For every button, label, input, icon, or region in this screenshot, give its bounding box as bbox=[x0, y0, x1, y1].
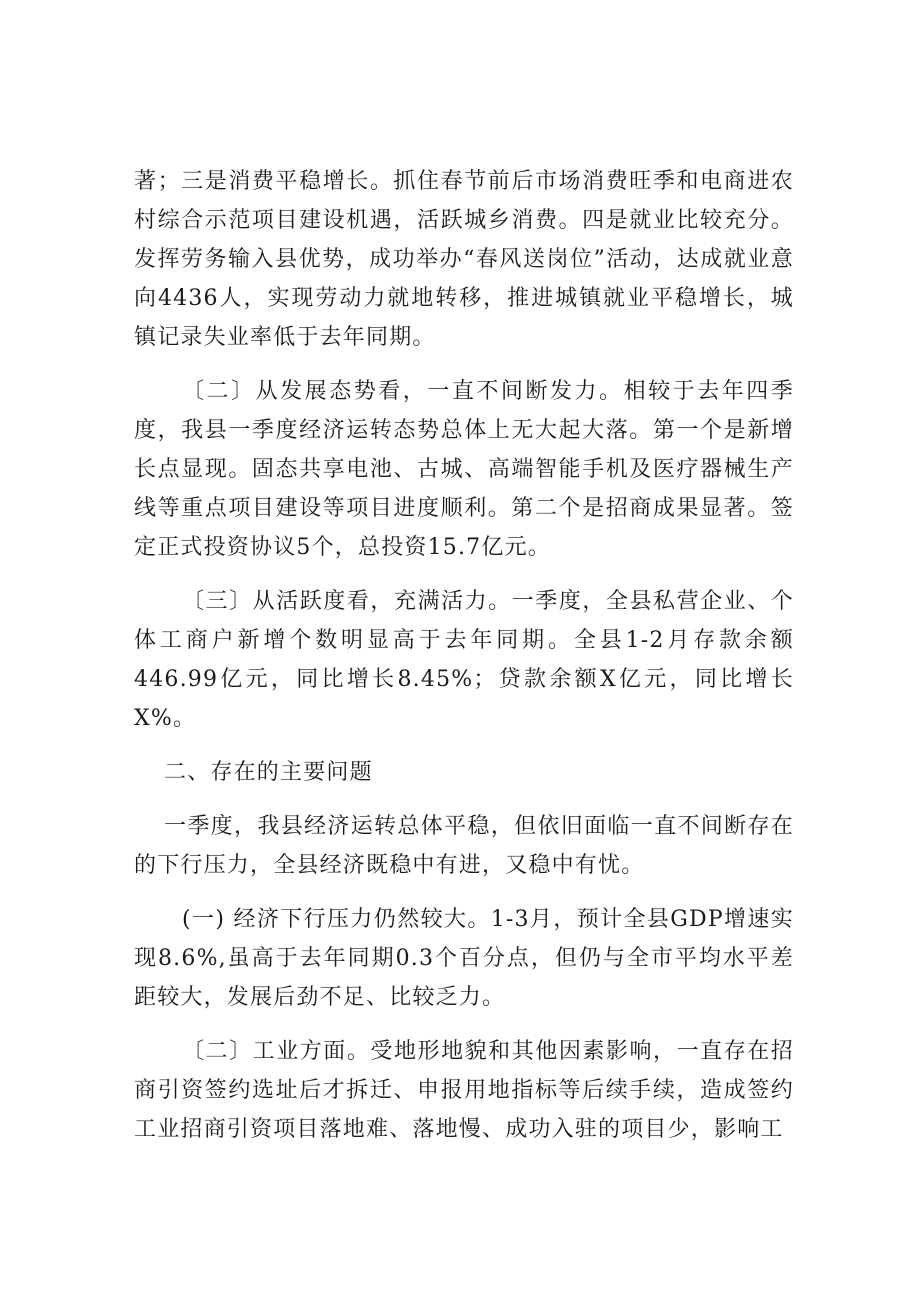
paragraph-industry: 〔二〕工业方面。受地形地貌和其他因素影响，一直存在招商引资签约选址后才拆迁、申报用地指标等后续手续，造成签约工业招商引资项目落地难、落地慢、成功入驻的项目少，影响工 bbox=[134, 1039, 794, 1142]
paragraph-economic-pressure: (一) 经济下行压力仍然较大。1-3月，预计全县GDP增速实现8.6%,虽高于去年同期0.3个百分点，但仍与全市平均水平差距较大，发展后劲不足、比较乏力。 bbox=[134, 907, 794, 1010]
paragraph-problems-intro: 一季度，我县经济运转总体平稳，但依旧面临一直不间断存在的下行压力，全县经济既稳中有进，又稳中有忧。 bbox=[134, 814, 794, 878]
paragraph-development-trend: 〔二〕从发展态势看，一直不间断发力。相较于去年四季度，我县一季度经济运转态势总体上无大起大落。第一个是新增长点显现。固态共享电池、古城、高端智能手机及医疗器械生产线等重点项目建设等项目进度顺利。第二个是招商成果显著。签定正式投资协议5个，总投资15.7亿元。 bbox=[134, 379, 794, 560]
paragraph-consumption-employment: 著；三是消费平稳增长。抓住春节前后市场消费旺季和电商进农村综合示范项目建设机遇，活跃城乡消费。四是就业比较充分。发挥劳务输入县优势，成功举办“春风送岗位”活动，达成就业意向4436人，实现劳动力就地转移，推进城镇就业平稳增长，城镇记录失业率低于去年同期。 bbox=[134, 169, 794, 350]
paragraph-activity: 〔三〕从活跃度看，充满活力。一季度，全县私营企业、个体工商户新增个数明显高于去年同期。全县1-2月存款余额446.99亿元，同比增长8.45%；贷款余额X亿元，同比增长X%。 bbox=[134, 589, 794, 731]
document-body bbox=[134, 162, 794, 1164]
section-heading-main-problems: 二、存在的主要问题 bbox=[164, 760, 373, 785]
